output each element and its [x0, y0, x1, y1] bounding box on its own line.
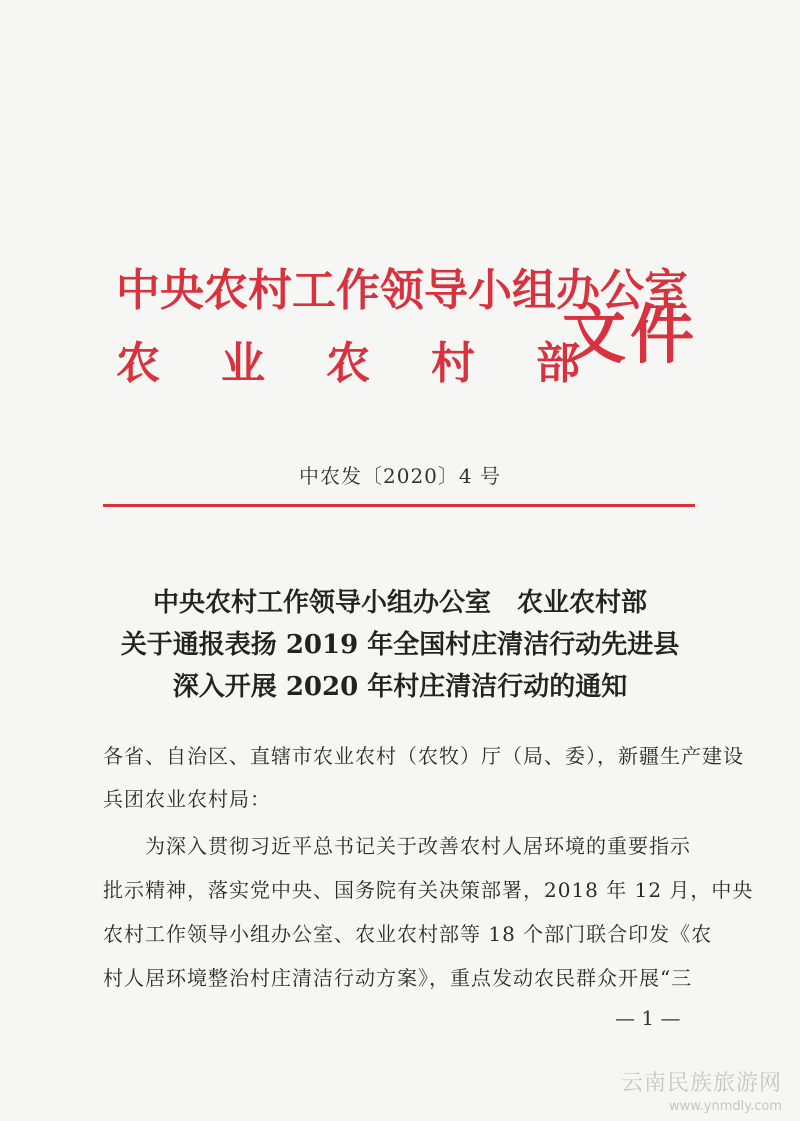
- body-line-5: 农村工作领导小组办公室、农业农村部等 18 个部门联合印发《农: [103, 922, 713, 946]
- document-title-line-2: 关于通报表扬 2019 年全国村庄清洁行动先进县: [120, 630, 680, 660]
- body-line-4: 批示精神，落实党中央、国务院有关决策部署，2018 年 12 月，中央: [103, 878, 754, 902]
- page-number: — 1 —: [615, 1006, 681, 1030]
- watermark: [621, 1066, 782, 1114]
- watermark-url: www.ynmdly.com: [668, 1099, 782, 1114]
- red-divider-line: [103, 504, 695, 507]
- document-number: 中农发〔2020〕4 号: [299, 464, 501, 488]
- document-type-label: 文件: [562, 298, 698, 373]
- watermark-name: 云南民族旅游网: [620, 1071, 782, 1096]
- body-line-6: 村人居环境整治村庄清洁行动方案》，重点发动农民群众开展“三: [103, 966, 693, 990]
- body-line-2: 兵团农业农村局：: [103, 787, 271, 811]
- issuing-org-line-2: 农业农村部: [116, 338, 641, 389]
- body-line-3: 为深入贯彻习近平总书记关于改善农村人居环境的重要指示: [103, 834, 691, 858]
- body-line-1: 各省、自治区、直辖市农业农村（农牧）厅（局、委），新疆生产建设: [103, 744, 744, 768]
- document-title-line-1: 中央农村工作领导小组办公室 农业农村部: [152, 588, 647, 618]
- issuing-org-line-1: 中央农村工作领导小组办公室: [116, 265, 688, 316]
- document-title-line-3: 深入开展 2020 年村庄清洁行动的通知: [172, 672, 628, 702]
